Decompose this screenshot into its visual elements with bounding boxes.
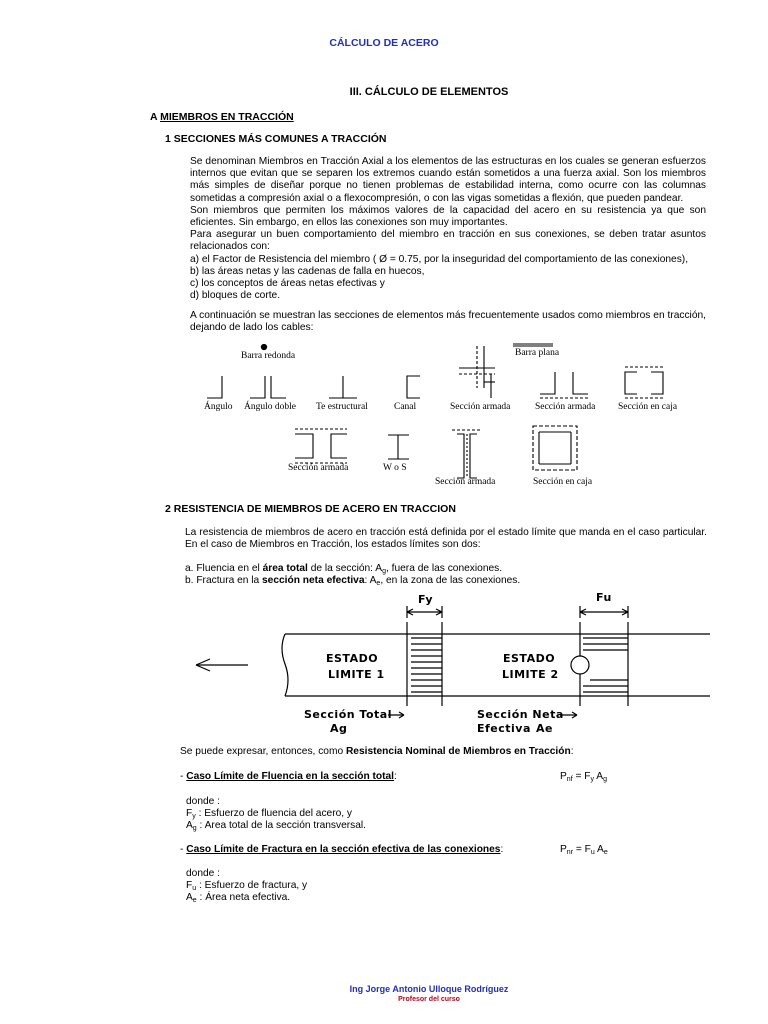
footer-role: Profesor del curso (398, 996, 460, 1003)
built-up-section-2-shape (540, 372, 588, 398)
box-section-1-shape (625, 367, 663, 398)
paragraph: Son miembros que permiten los máximos valores de la capacidad del acero en su resistencia ya que son eficientes. Sin embargo, en ellos las conexiones son muy importantes. (190, 204, 706, 229)
w-or-s-shape (388, 435, 409, 459)
fu-dimension (580, 609, 628, 615)
subsection-1-body (190, 156, 706, 302)
label-box-1: Sección en caja (618, 402, 678, 412)
paragraph: Se denominan Miembros en Tracción Axial a los elementos de las estructuras en los cuales se generan esfuerzos internos que evitan que se separen los extremos cuando están sometidos a una fuerza axial. Son los miembros más simples de diseñar porque no tienen problemas de estabilidad interna, como ocurre con las columnas sometidas a compresión axial o a flexocompresión, o con las vigas sometidas a flexión, que pueden pandear. (190, 156, 706, 204)
channel-shape (407, 376, 420, 398)
case-1-donde: donde : (186, 796, 220, 807)
section-a-title: MIEMBROS EN TRACCIÓN (160, 111, 294, 123)
sections-figure (195, 338, 705, 490)
case-2-donde: donde : (186, 868, 220, 879)
fy-label: Fy (418, 593, 434, 606)
label-w-or-s: W o S (383, 463, 407, 473)
label-double-angle: Ángulo doble (244, 402, 296, 412)
case-1-definition-1: $F_y$ : Esfuerzo de fluencia del acero, y (186, 808, 353, 820)
case-2-definition-2: $A_e$ : Área neta efectiva. (186, 892, 291, 904)
section-a-prefix: A (150, 111, 161, 123)
estado-2-line1: ESTADO (503, 652, 556, 665)
estado-1-line2: LIMITE 1 (328, 668, 385, 681)
case-1-definition-2: $A_g$ : Area total de la sección transversal. (186, 820, 367, 832)
built-up-section-1-shape (459, 346, 495, 398)
structural-tee-shape (329, 376, 357, 398)
limit-state-a: a. Fluencia en el área total de la sección: $A_g$, fuera de las conexiones. (185, 563, 503, 575)
limit-states-drawing (190, 588, 710, 738)
document-header: CÁLCULO DE ACERO (329, 37, 439, 49)
fy-stress-arrows (411, 638, 442, 692)
section-a-heading (150, 111, 294, 123)
angle-shape (207, 376, 222, 398)
round-bar-shape (261, 344, 266, 349)
label-built-up-2: Sección armada (535, 402, 596, 412)
fy-dimension (407, 609, 442, 615)
member-break-line (282, 634, 288, 696)
paragraph: Para asegurar un buen comportamiento del miembro en tracción en sus conexiones, se deben tratar asuntos relacionados con: (190, 229, 706, 253)
figure-intro-paragraph: A continuación se muestran las secciones de elementos más frecuentemente usados como miembros en tracción, dejando de lado los cables: (190, 310, 706, 334)
footer-author: Ing Jorge Antonio Ulloque Rodríguez (349, 984, 509, 994)
label-built-up-1: Sección armada (450, 402, 511, 412)
fu-label: Fu (596, 591, 612, 604)
list-item: c) los conceptos de áreas netas efectivas y (190, 278, 385, 290)
case-2-heading: - Caso Límite de Fractura en la sección efectiva de las conexiones: (180, 844, 504, 855)
label-built-up-3: Sección armada (288, 463, 349, 473)
label-built-up-4: Sección armada (435, 477, 496, 487)
label-box-2: Sección en caja (533, 477, 593, 487)
limit-states-diagram (190, 588, 710, 738)
case-2-definition-1: $F_u$ : Esfuerzo de fractura, y (186, 880, 308, 892)
estado-2-line2: LIMITE 2 (502, 668, 559, 681)
bolt-hole (571, 656, 589, 674)
built-up-section-4-shape (452, 430, 482, 478)
seccion-total-label: Sección Total (304, 708, 392, 721)
subsection-2-heading: 2 RESISTENCIA DE MIEMBROS DE ACERO EN TRACCION (165, 503, 456, 515)
double-angle-shape (250, 376, 265, 398)
subsection-2-paragraph: La resistencia de miembros de acero en tracción está definida por el estado límite que manda en el caso particular. En el caso de Miembros en Tracción, los estados límites son dos: (185, 527, 707, 551)
list-item: d) bloques de corte. (190, 290, 281, 302)
seccion-neta-label: Sección Neta (477, 708, 564, 721)
estado-1-line1: ESTADO (326, 652, 379, 665)
box-section-2-shape (533, 426, 577, 470)
case-1-equation: $P_{nf} = F_y$ $A_g$ (560, 771, 607, 783)
ae-label: Ae (536, 722, 553, 735)
built-up-section-3-shape (295, 429, 347, 463)
fu-stress-arrows (583, 638, 628, 692)
list-item: a) el Factor de Resistencia del miembro ( Ø = 0.75, por la inseguridad del comportamiento de las conexiones), (190, 253, 689, 265)
case-1-heading: - Caso Límite de Fluencia en la sección total: (180, 771, 397, 782)
subsection-1-heading: 1 SECCIONES MÁS COMUNES A TRACCIÓN (165, 133, 387, 145)
label-angle: Ángulo (204, 402, 233, 412)
label-structural-tee: Te estructural (316, 402, 368, 412)
label-flat-bar: Barra plana (515, 348, 560, 358)
label-channel: Canal (394, 402, 417, 412)
nominal-resistance-sentence: Se puede expresar, entonces, como Resistencia Nominal de Miembros en Tracción: (180, 746, 574, 757)
ag-label: Ag (330, 722, 348, 735)
limit-state-b: b. Fractura en la sección neta efectiva: $A_e$, en la zona de las conexiones. (185, 575, 521, 588)
efectiva-label: Efectiva (477, 722, 531, 735)
list-item: b) las áreas netas y las cadenas de falla en huecos, (190, 265, 425, 277)
chapter-title: III. CÁLCULO DE ELEMENTOS (349, 86, 509, 98)
limit-state-list (185, 563, 707, 587)
case-2-equation: $P_{nr} = F_u$ $A_e$ (560, 844, 608, 856)
label-round-bar: Barra redonda (241, 351, 296, 361)
